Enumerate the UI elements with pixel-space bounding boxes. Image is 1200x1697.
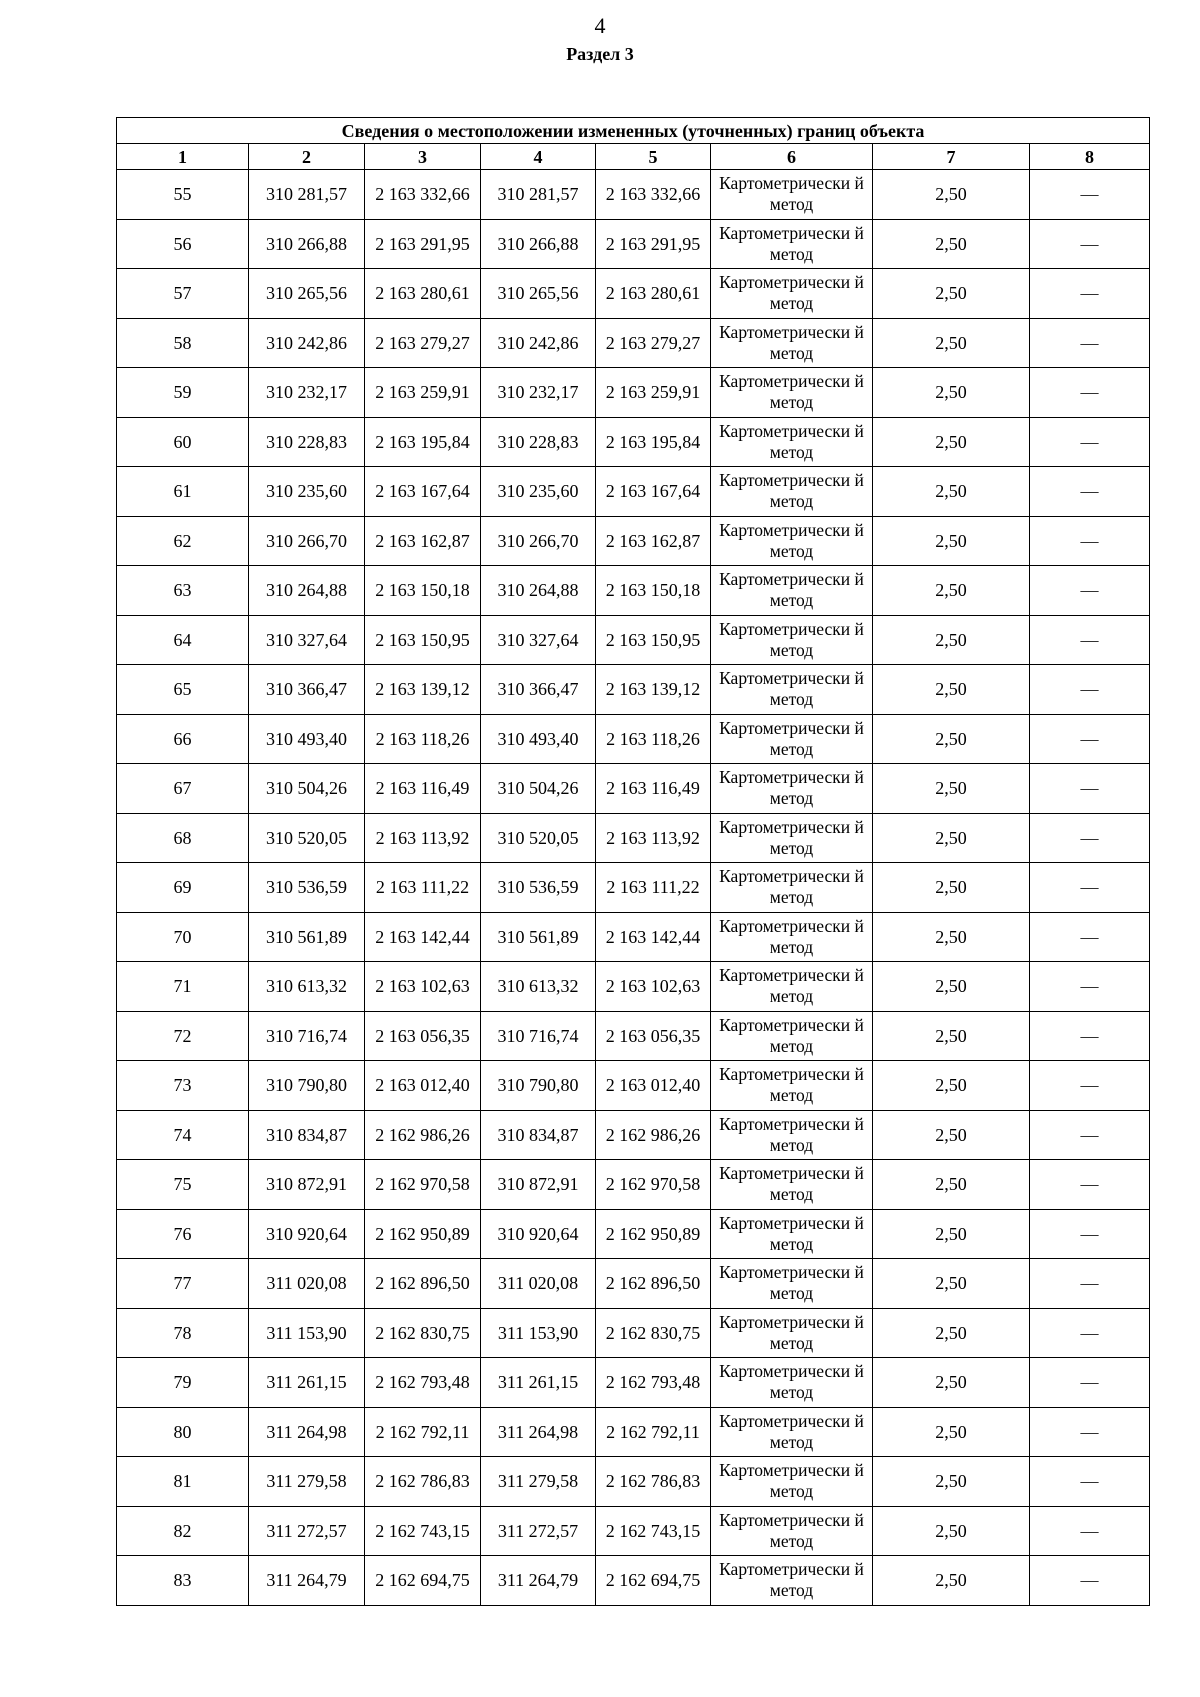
table-row (117, 1160, 1150, 1210)
column-header: 5 (596, 144, 711, 170)
old-y-cell: 2 163 150,95 (365, 615, 481, 665)
old-y-cell: 2 162 986,26 (365, 1110, 481, 1160)
description-cell: — (1030, 863, 1150, 913)
new-y-cell: 2 163 012,40 (596, 1061, 711, 1111)
table-row (117, 863, 1150, 913)
new-y-cell: 2 163 113,92 (596, 813, 711, 863)
accuracy-cell: 2,50 (873, 1308, 1030, 1358)
new-y-cell: 2 162 694,75 (596, 1556, 711, 1606)
new-x-cell: 310 266,70 (481, 516, 596, 566)
description-cell: — (1030, 1556, 1150, 1606)
new-y-cell: 2 163 291,95 (596, 219, 711, 269)
new-y-cell: 2 163 116,49 (596, 764, 711, 814)
new-x-cell: 311 264,98 (481, 1407, 596, 1457)
old-y-cell: 2 162 786,83 (365, 1457, 481, 1507)
table-row (117, 615, 1150, 665)
column-header: 1 (117, 144, 249, 170)
method-cell: Картометрически й метод (711, 1160, 873, 1210)
description-cell: — (1030, 615, 1150, 665)
point-number-cell: 58 (117, 318, 249, 368)
old-y-cell: 2 163 291,95 (365, 219, 481, 269)
new-x-cell: 310 504,26 (481, 764, 596, 814)
old-y-cell: 2 163 012,40 (365, 1061, 481, 1111)
accuracy-cell: 2,50 (873, 912, 1030, 962)
table-body (117, 170, 1150, 1606)
method-cell: Картометрически й метод (711, 566, 873, 616)
new-y-cell: 2 163 195,84 (596, 417, 711, 467)
table-row (117, 566, 1150, 616)
method-cell: Картометрически й метод (711, 714, 873, 764)
table-row (117, 368, 1150, 418)
accuracy-cell: 2,50 (873, 1061, 1030, 1111)
old-y-cell: 2 163 162,87 (365, 516, 481, 566)
description-cell: — (1030, 1110, 1150, 1160)
new-x-cell: 310 613,32 (481, 962, 596, 1012)
description-cell: — (1030, 1209, 1150, 1259)
new-y-cell: 2 163 118,26 (596, 714, 711, 764)
description-cell: — (1030, 1358, 1150, 1408)
accuracy-cell: 2,50 (873, 1457, 1030, 1507)
column-header: 2 (249, 144, 365, 170)
description-cell: — (1030, 1011, 1150, 1061)
new-y-cell: 2 163 259,91 (596, 368, 711, 418)
old-y-cell: 2 162 970,58 (365, 1160, 481, 1210)
table-row (117, 962, 1150, 1012)
old-x-cell: 310 790,80 (249, 1061, 365, 1111)
description-cell: — (1030, 1457, 1150, 1507)
new-y-cell: 2 163 167,64 (596, 467, 711, 517)
method-cell: Картометрически й метод (711, 962, 873, 1012)
new-y-cell: 2 162 896,50 (596, 1259, 711, 1309)
new-x-cell: 310 561,89 (481, 912, 596, 962)
new-x-cell: 311 020,08 (481, 1259, 596, 1309)
method-cell: Картометрически й метод (711, 269, 873, 319)
description-cell: — (1030, 566, 1150, 616)
point-number-cell: 71 (117, 962, 249, 1012)
table-row (117, 1011, 1150, 1061)
description-cell: — (1030, 813, 1150, 863)
accuracy-cell: 2,50 (873, 1259, 1030, 1309)
method-cell: Картометрически й метод (711, 1358, 873, 1408)
new-x-cell: 311 279,58 (481, 1457, 596, 1507)
old-y-cell: 2 163 167,64 (365, 467, 481, 517)
method-cell: Картометрически й метод (711, 1061, 873, 1111)
table-row (117, 1110, 1150, 1160)
old-x-cell: 310 235,60 (249, 467, 365, 517)
new-x-cell: 310 228,83 (481, 417, 596, 467)
new-x-cell: 310 281,57 (481, 170, 596, 220)
table-row (117, 318, 1150, 368)
new-x-cell: 310 872,91 (481, 1160, 596, 1210)
point-number-cell: 61 (117, 467, 249, 517)
old-x-cell: 310 265,56 (249, 269, 365, 319)
description-cell: — (1030, 1308, 1150, 1358)
new-y-cell: 2 163 056,35 (596, 1011, 711, 1061)
accuracy-cell: 2,50 (873, 1160, 1030, 1210)
table-row (117, 417, 1150, 467)
description-cell: — (1030, 764, 1150, 814)
section-title: Раздел 3 (566, 44, 634, 64)
table-row (117, 1358, 1150, 1408)
method-cell: Картометрически й метод (711, 1506, 873, 1556)
method-cell: Картометрически й метод (711, 417, 873, 467)
point-number-cell: 57 (117, 269, 249, 319)
old-y-cell: 2 163 113,92 (365, 813, 481, 863)
method-cell: Картометрически й метод (711, 764, 873, 814)
method-cell: Картометрически й метод (711, 912, 873, 962)
accuracy-cell: 2,50 (873, 269, 1030, 319)
method-cell: Картометрически й метод (711, 219, 873, 269)
old-x-cell: 311 272,57 (249, 1506, 365, 1556)
accuracy-cell: 2,50 (873, 962, 1030, 1012)
new-x-cell: 310 266,88 (481, 219, 596, 269)
table-caption: Сведения о местоположении измененных (уточненных) границ объекта (117, 118, 1150, 144)
point-number-cell: 77 (117, 1259, 249, 1309)
old-x-cell: 310 366,47 (249, 665, 365, 715)
accuracy-cell: 2,50 (873, 368, 1030, 418)
column-header: 3 (365, 144, 481, 170)
method-cell: Картометрически й метод (711, 1110, 873, 1160)
old-y-cell: 2 163 118,26 (365, 714, 481, 764)
point-number-cell: 80 (117, 1407, 249, 1457)
old-y-cell: 2 163 056,35 (365, 1011, 481, 1061)
method-cell: Картометрически й метод (711, 665, 873, 715)
old-y-cell: 2 162 830,75 (365, 1308, 481, 1358)
new-y-cell: 2 163 102,63 (596, 962, 711, 1012)
old-x-cell: 310 493,40 (249, 714, 365, 764)
description-cell: — (1030, 368, 1150, 418)
new-y-cell: 2 162 950,89 (596, 1209, 711, 1259)
new-y-cell: 2 162 793,48 (596, 1358, 711, 1408)
column-header: 4 (481, 144, 596, 170)
method-cell: Картометрически й метод (711, 615, 873, 665)
new-x-cell: 311 261,15 (481, 1358, 596, 1408)
new-x-cell: 310 264,88 (481, 566, 596, 616)
accuracy-cell: 2,50 (873, 665, 1030, 715)
accuracy-cell: 2,50 (873, 863, 1030, 913)
table-row (117, 170, 1150, 220)
point-number-cell: 78 (117, 1308, 249, 1358)
table-row (117, 665, 1150, 715)
old-y-cell: 2 163 259,91 (365, 368, 481, 418)
point-number-cell: 67 (117, 764, 249, 814)
description-cell: — (1030, 269, 1150, 319)
old-y-cell: 2 162 694,75 (365, 1556, 481, 1606)
point-number-cell: 70 (117, 912, 249, 962)
old-x-cell: 310 920,64 (249, 1209, 365, 1259)
old-y-cell: 2 162 896,50 (365, 1259, 481, 1309)
old-x-cell: 310 266,88 (249, 219, 365, 269)
point-number-cell: 62 (117, 516, 249, 566)
old-y-cell: 2 163 142,44 (365, 912, 481, 962)
table-row (117, 1259, 1150, 1309)
boundary-coordinates-table (116, 117, 1150, 1606)
table-row (117, 516, 1150, 566)
method-cell: Картометрически й метод (711, 318, 873, 368)
old-x-cell: 310 232,17 (249, 368, 365, 418)
new-y-cell: 2 163 111,22 (596, 863, 711, 913)
table-row (117, 1506, 1150, 1556)
old-y-cell: 2 162 743,15 (365, 1506, 481, 1556)
table-row (117, 764, 1150, 814)
description-cell: — (1030, 1407, 1150, 1457)
point-number-cell: 64 (117, 615, 249, 665)
point-number-cell: 82 (117, 1506, 249, 1556)
old-y-cell: 2 162 793,48 (365, 1358, 481, 1408)
accuracy-cell: 2,50 (873, 219, 1030, 269)
old-x-cell: 310 281,57 (249, 170, 365, 220)
table-row (117, 1457, 1150, 1507)
description-cell: — (1030, 1160, 1150, 1210)
old-y-cell: 2 163 150,18 (365, 566, 481, 616)
accuracy-cell: 2,50 (873, 566, 1030, 616)
description-cell: — (1030, 962, 1150, 1012)
method-cell: Картометрически й метод (711, 516, 873, 566)
old-y-cell: 2 162 792,11 (365, 1407, 481, 1457)
new-y-cell: 2 163 142,44 (596, 912, 711, 962)
accuracy-cell: 2,50 (873, 1011, 1030, 1061)
new-x-cell: 310 536,59 (481, 863, 596, 913)
accuracy-cell: 2,50 (873, 318, 1030, 368)
new-y-cell: 2 163 279,27 (596, 318, 711, 368)
new-y-cell: 2 163 139,12 (596, 665, 711, 715)
table-row (117, 269, 1150, 319)
method-cell: Картометрически й метод (711, 1457, 873, 1507)
point-number-cell: 65 (117, 665, 249, 715)
new-x-cell: 310 920,64 (481, 1209, 596, 1259)
old-x-cell: 310 561,89 (249, 912, 365, 962)
new-x-cell: 310 366,47 (481, 665, 596, 715)
new-y-cell: 2 162 970,58 (596, 1160, 711, 1210)
point-number-cell: 75 (117, 1160, 249, 1210)
old-y-cell: 2 163 280,61 (365, 269, 481, 319)
old-x-cell: 310 520,05 (249, 813, 365, 863)
accuracy-cell: 2,50 (873, 1407, 1030, 1457)
old-y-cell: 2 163 279,27 (365, 318, 481, 368)
table-row (117, 219, 1150, 269)
old-y-cell: 2 163 139,12 (365, 665, 481, 715)
point-number-cell: 83 (117, 1556, 249, 1606)
description-cell: — (1030, 318, 1150, 368)
point-number-cell: 76 (117, 1209, 249, 1259)
accuracy-cell: 2,50 (873, 813, 1030, 863)
point-number-cell: 60 (117, 417, 249, 467)
new-y-cell: 2 163 150,18 (596, 566, 711, 616)
old-y-cell: 2 163 116,49 (365, 764, 481, 814)
accuracy-cell: 2,50 (873, 1506, 1030, 1556)
new-y-cell: 2 163 162,87 (596, 516, 711, 566)
new-y-cell: 2 162 830,75 (596, 1308, 711, 1358)
point-number-cell: 59 (117, 368, 249, 418)
method-cell: Картометрически й метод (711, 1308, 873, 1358)
method-cell: Картометрически й метод (711, 1259, 873, 1309)
new-y-cell: 2 163 150,95 (596, 615, 711, 665)
new-x-cell: 310 235,60 (481, 467, 596, 517)
table-row (117, 1407, 1150, 1457)
method-cell: Картометрически й метод (711, 467, 873, 517)
old-x-cell: 310 716,74 (249, 1011, 365, 1061)
old-x-cell: 310 228,83 (249, 417, 365, 467)
old-y-cell: 2 163 195,84 (365, 417, 481, 467)
new-y-cell: 2 163 332,66 (596, 170, 711, 220)
accuracy-cell: 2,50 (873, 417, 1030, 467)
description-cell: — (1030, 714, 1150, 764)
new-y-cell: 2 163 280,61 (596, 269, 711, 319)
description-cell: — (1030, 467, 1150, 517)
description-cell: — (1030, 516, 1150, 566)
old-x-cell: 310 504,26 (249, 764, 365, 814)
new-x-cell: 310 232,17 (481, 368, 596, 418)
old-x-cell: 310 872,91 (249, 1160, 365, 1210)
point-number-cell: 63 (117, 566, 249, 616)
old-y-cell: 2 162 950,89 (365, 1209, 481, 1259)
description-cell: — (1030, 1506, 1150, 1556)
point-number-cell: 55 (117, 170, 249, 220)
old-x-cell: 311 264,79 (249, 1556, 365, 1606)
old-x-cell: 310 536,59 (249, 863, 365, 913)
description-cell: — (1030, 665, 1150, 715)
new-x-cell: 311 272,57 (481, 1506, 596, 1556)
table-row (117, 1209, 1150, 1259)
method-cell: Картометрически й метод (711, 368, 873, 418)
method-cell: Картометрически й метод (711, 1556, 873, 1606)
column-number-row (117, 144, 1150, 170)
accuracy-cell: 2,50 (873, 1556, 1030, 1606)
accuracy-cell: 2,50 (873, 1209, 1030, 1259)
new-y-cell: 2 162 786,83 (596, 1457, 711, 1507)
description-cell: — (1030, 417, 1150, 467)
accuracy-cell: 2,50 (873, 1358, 1030, 1408)
point-number-cell: 74 (117, 1110, 249, 1160)
point-number-cell: 69 (117, 863, 249, 913)
point-number-cell: 73 (117, 1061, 249, 1111)
point-number-cell: 72 (117, 1011, 249, 1061)
method-cell: Картометрически й метод (711, 1011, 873, 1061)
description-cell: — (1030, 170, 1150, 220)
description-cell: — (1030, 1061, 1150, 1111)
accuracy-cell: 2,50 (873, 714, 1030, 764)
new-y-cell: 2 162 986,26 (596, 1110, 711, 1160)
old-x-cell: 311 153,90 (249, 1308, 365, 1358)
old-x-cell: 310 242,86 (249, 318, 365, 368)
method-cell: Картометрически й метод (711, 1407, 873, 1457)
column-header: 8 (1030, 144, 1150, 170)
new-y-cell: 2 162 743,15 (596, 1506, 711, 1556)
page-number: 4 (594, 13, 606, 38)
description-cell: — (1030, 912, 1150, 962)
column-header: 6 (711, 144, 873, 170)
point-number-cell: 81 (117, 1457, 249, 1507)
old-x-cell: 311 020,08 (249, 1259, 365, 1309)
old-x-cell: 310 834,87 (249, 1110, 365, 1160)
point-number-cell: 68 (117, 813, 249, 863)
method-cell: Картометрически й метод (711, 170, 873, 220)
new-x-cell: 310 265,56 (481, 269, 596, 319)
old-x-cell: 311 264,98 (249, 1407, 365, 1457)
old-y-cell: 2 163 111,22 (365, 863, 481, 913)
old-x-cell: 310 613,32 (249, 962, 365, 1012)
table-row (117, 467, 1150, 517)
method-cell: Картометрически й метод (711, 1209, 873, 1259)
old-x-cell: 310 327,64 (249, 615, 365, 665)
old-y-cell: 2 163 332,66 (365, 170, 481, 220)
accuracy-cell: 2,50 (873, 170, 1030, 220)
accuracy-cell: 2,50 (873, 615, 1030, 665)
point-number-cell: 66 (117, 714, 249, 764)
new-x-cell: 310 520,05 (481, 813, 596, 863)
new-x-cell: 310 716,74 (481, 1011, 596, 1061)
new-x-cell: 310 790,80 (481, 1061, 596, 1111)
method-cell: Картометрически й метод (711, 863, 873, 913)
new-x-cell: 311 264,79 (481, 1556, 596, 1606)
old-x-cell: 311 279,58 (249, 1457, 365, 1507)
new-y-cell: 2 162 792,11 (596, 1407, 711, 1457)
description-cell: — (1030, 219, 1150, 269)
table-row (117, 714, 1150, 764)
accuracy-cell: 2,50 (873, 1110, 1030, 1160)
description-cell: — (1030, 1259, 1150, 1309)
table-row (117, 1308, 1150, 1358)
old-y-cell: 2 163 102,63 (365, 962, 481, 1012)
method-cell: Картометрически й метод (711, 813, 873, 863)
new-x-cell: 310 327,64 (481, 615, 596, 665)
column-header: 7 (873, 144, 1030, 170)
new-x-cell: 310 242,86 (481, 318, 596, 368)
point-number-cell: 79 (117, 1358, 249, 1408)
point-number-cell: 56 (117, 219, 249, 269)
accuracy-cell: 2,50 (873, 516, 1030, 566)
table-row (117, 1556, 1150, 1606)
table-row (117, 1061, 1150, 1111)
table-row (117, 813, 1150, 863)
new-x-cell: 310 834,87 (481, 1110, 596, 1160)
old-x-cell: 310 266,70 (249, 516, 365, 566)
old-x-cell: 311 261,15 (249, 1358, 365, 1408)
new-x-cell: 311 153,90 (481, 1308, 596, 1358)
new-x-cell: 310 493,40 (481, 714, 596, 764)
old-x-cell: 310 264,88 (249, 566, 365, 616)
accuracy-cell: 2,50 (873, 764, 1030, 814)
accuracy-cell: 2,50 (873, 467, 1030, 517)
table-row (117, 912, 1150, 962)
